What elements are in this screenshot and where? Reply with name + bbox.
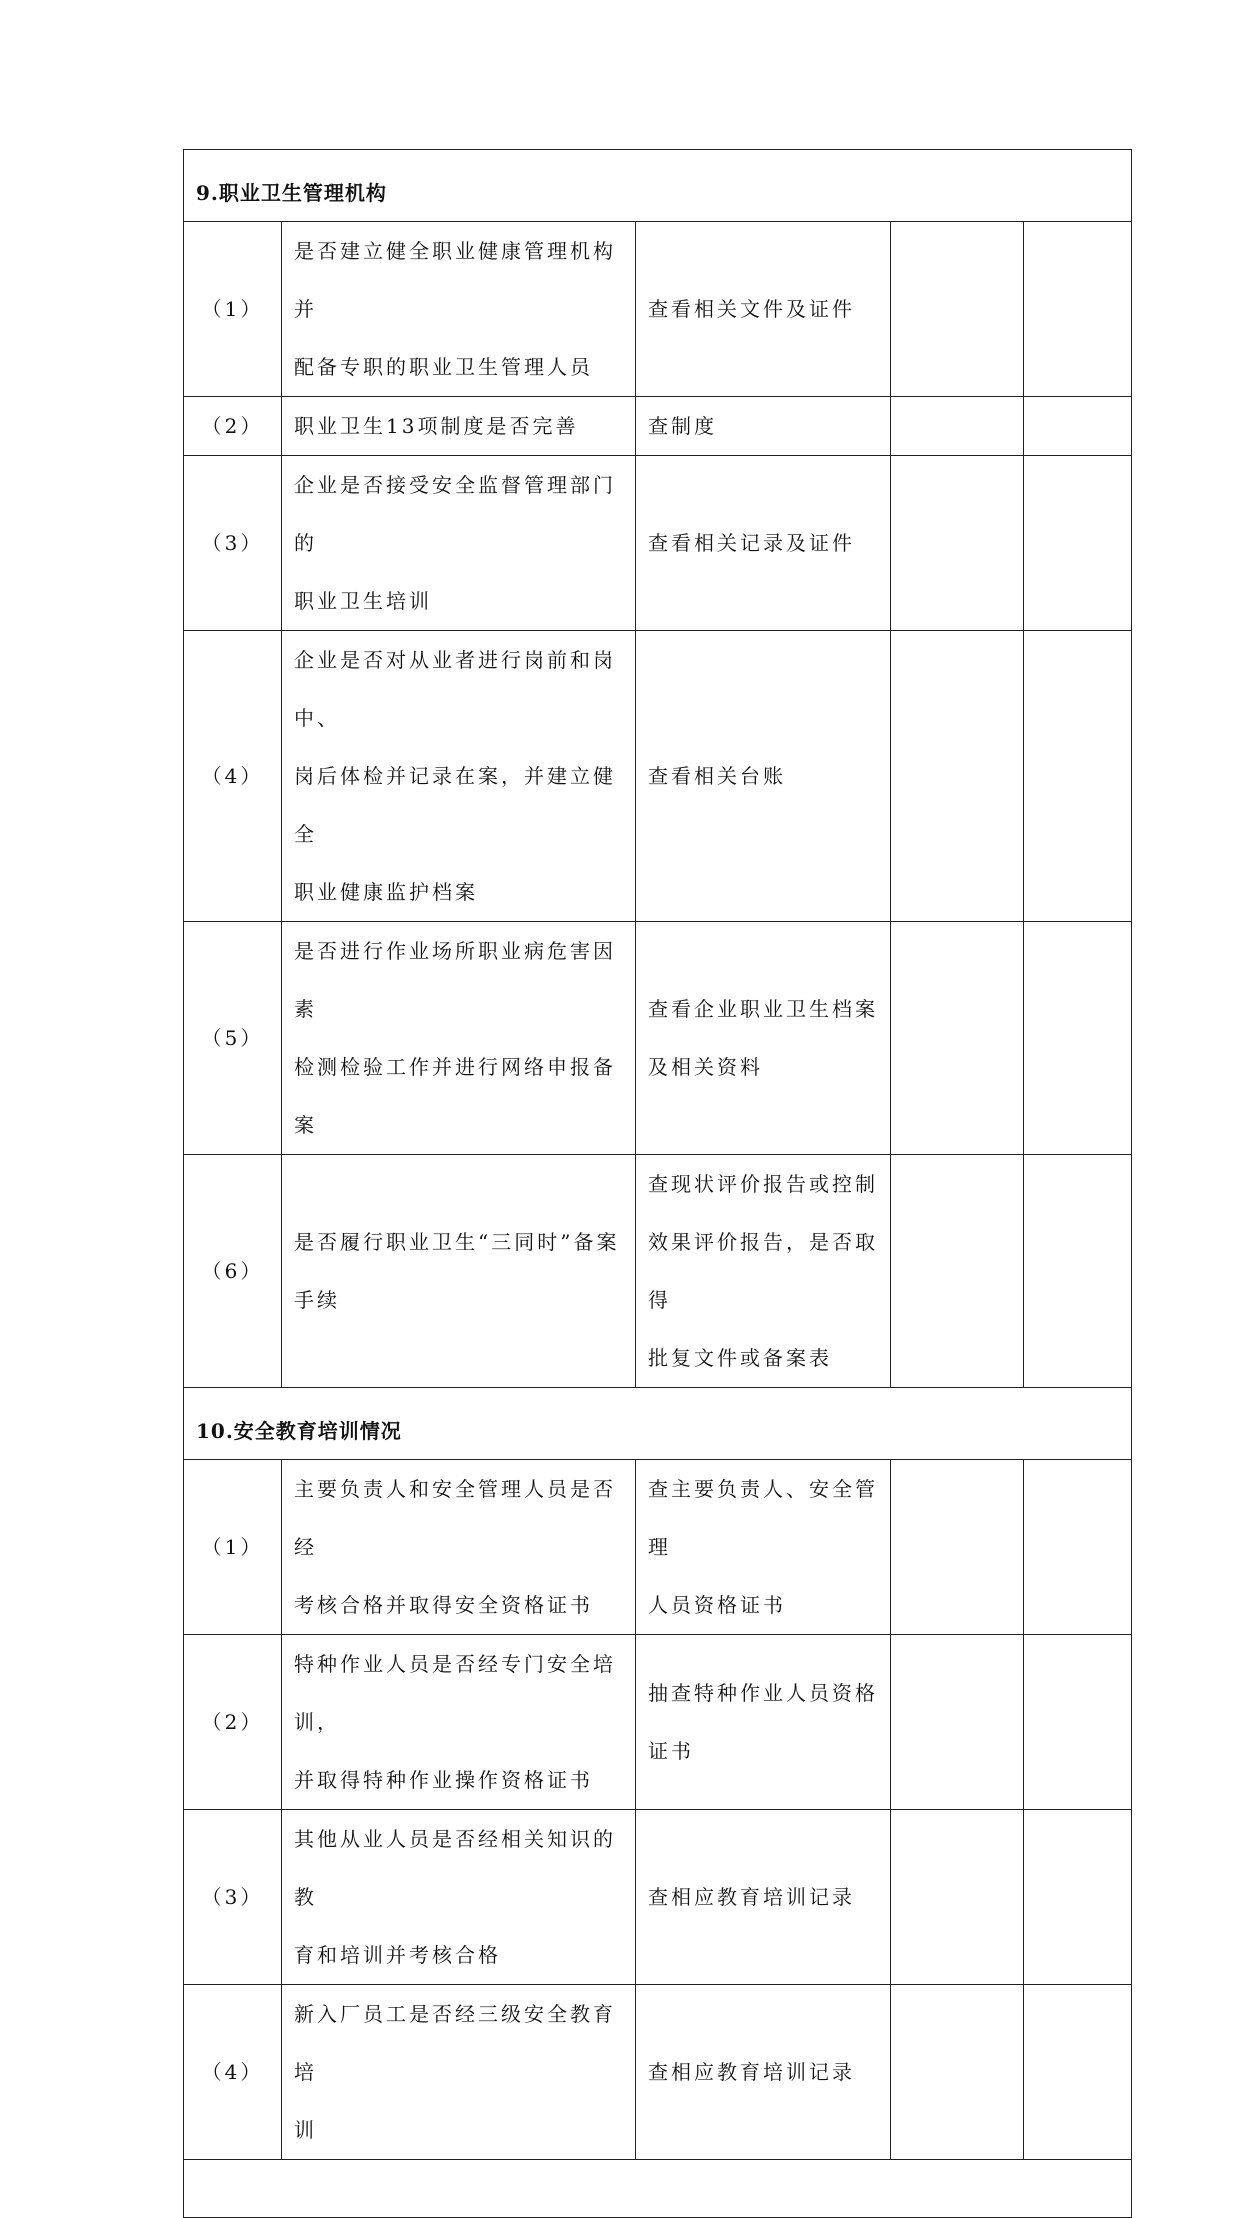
item-number: （1） [184, 1460, 282, 1635]
remarks-cell[interactable] [1024, 1635, 1132, 1810]
remarks-cell[interactable] [1024, 1810, 1132, 1985]
item-number: （6） [184, 1155, 282, 1388]
check-method [636, 1985, 891, 2160]
check-method-text: 查相应教育培训记录 [648, 2060, 855, 2084]
table-row [184, 397, 1132, 456]
remarks-cell[interactable] [1024, 222, 1132, 397]
table-row [184, 222, 1132, 397]
item-number: （1） [184, 222, 282, 397]
remarks-cell[interactable] [1024, 1155, 1132, 1388]
remarks-cell[interactable] [1024, 922, 1132, 1155]
check-method-text: 查看相关文件及证件 [648, 297, 855, 321]
table-row [184, 922, 1132, 1155]
remarks-cell[interactable] [1024, 1460, 1132, 1635]
check-method-text: 查看相关记录及证件 [648, 531, 855, 555]
remarks-cell[interactable] [1024, 631, 1132, 922]
check-item [282, 397, 636, 456]
check-item-text: 企业是否对从业者进行岗前和岗中、 岗后体检并记录在案，并建立健全 职业健康监护档案 [294, 648, 616, 904]
check-method-text: 查看相关台账 [648, 764, 786, 788]
check-item [282, 456, 636, 631]
table-row [184, 1635, 1132, 1810]
blank-cell[interactable] [184, 2160, 1132, 2218]
check-method [636, 1460, 891, 1635]
check-item [282, 1810, 636, 1985]
result-cell[interactable] [891, 631, 1024, 922]
checklist-body [184, 150, 1132, 2218]
check-item-text: 职业卫生13项制度是否完善 [294, 414, 579, 438]
result-cell[interactable] [891, 397, 1024, 456]
check-method-text: 查主要负责人、安全管理 人员资格证书 [648, 1477, 878, 1617]
item-number: （2） [184, 397, 282, 456]
check-method [636, 631, 891, 922]
check-item-text: 特种作业人员是否经专门安全培训， 并取得特种作业操作资格证书 [294, 1652, 616, 1792]
check-method [636, 1155, 891, 1388]
blank-row [184, 2160, 1132, 2218]
check-item-text: 其他从业人员是否经相关知识的教 育和培训并考核合格 [294, 1827, 616, 1967]
remarks-cell[interactable] [1024, 1985, 1132, 2160]
check-method [636, 456, 891, 631]
item-number: （5） [184, 922, 282, 1155]
result-cell[interactable] [891, 456, 1024, 631]
check-item [282, 1155, 636, 1388]
check-item-text: 是否进行作业场所职业病危害因素 检测检验工作并进行网络申报备案 [294, 939, 616, 1137]
check-method-text: 抽查特种作业人员资格 证书 [648, 1681, 878, 1763]
result-cell[interactable] [891, 1635, 1024, 1810]
table-row [184, 1460, 1132, 1635]
section-header-row [184, 150, 1132, 222]
table-row [184, 631, 1132, 922]
result-cell[interactable] [891, 1985, 1024, 2160]
check-item [282, 631, 636, 922]
safety-checklist-table [183, 149, 1132, 2218]
check-method [636, 397, 891, 456]
check-item-text: 是否履行职业卫生“三同时”备案 手续 [294, 1230, 620, 1312]
table-row [184, 1985, 1132, 2160]
check-item [282, 1635, 636, 1810]
item-number: （4） [184, 1985, 282, 2160]
item-number: （2） [184, 1635, 282, 1810]
check-item [282, 222, 636, 397]
check-method [636, 1635, 891, 1810]
section-title: 10.安全教育培训情况 [184, 1388, 1132, 1460]
check-item-text: 新入厂员工是否经三级安全教育培 训 [294, 2002, 616, 2142]
table-row [184, 1155, 1132, 1388]
check-method [636, 1810, 891, 1985]
item-number: （4） [184, 631, 282, 922]
check-method-text: 查制度 [648, 414, 717, 438]
check-item [282, 1985, 636, 2160]
remarks-cell[interactable] [1024, 456, 1132, 631]
item-number: （3） [184, 1810, 282, 1985]
check-item-text: 主要负责人和安全管理人员是否经 考核合格并取得安全资格证书 [294, 1477, 616, 1617]
check-item-text: 企业是否接受安全监督管理部门的 职业卫生培训 [294, 473, 616, 613]
result-cell[interactable] [891, 1810, 1024, 1985]
check-method [636, 922, 891, 1155]
check-method [636, 222, 891, 397]
section-header-row [184, 1388, 1132, 1460]
remarks-cell[interactable] [1024, 397, 1132, 456]
result-cell[interactable] [891, 922, 1024, 1155]
check-item-text: 是否建立健全职业健康管理机构并 配备专职的职业卫生管理人员 [294, 239, 616, 379]
result-cell[interactable] [891, 1460, 1024, 1635]
check-item [282, 922, 636, 1155]
result-cell[interactable] [891, 222, 1024, 397]
check-method-text: 查现状评价报告或控制 效果评价报告，是否取得 批复文件或备案表 [648, 1172, 878, 1370]
section-title: 9.职业卫生管理机构 [184, 150, 1132, 222]
item-number: （3） [184, 456, 282, 631]
result-cell[interactable] [891, 1155, 1024, 1388]
check-item [282, 1460, 636, 1635]
check-method-text: 查看企业职业卫生档案 及相关资料 [648, 997, 878, 1079]
table-row [184, 1810, 1132, 1985]
check-method-text: 查相应教育培训记录 [648, 1885, 855, 1909]
table-row [184, 456, 1132, 631]
